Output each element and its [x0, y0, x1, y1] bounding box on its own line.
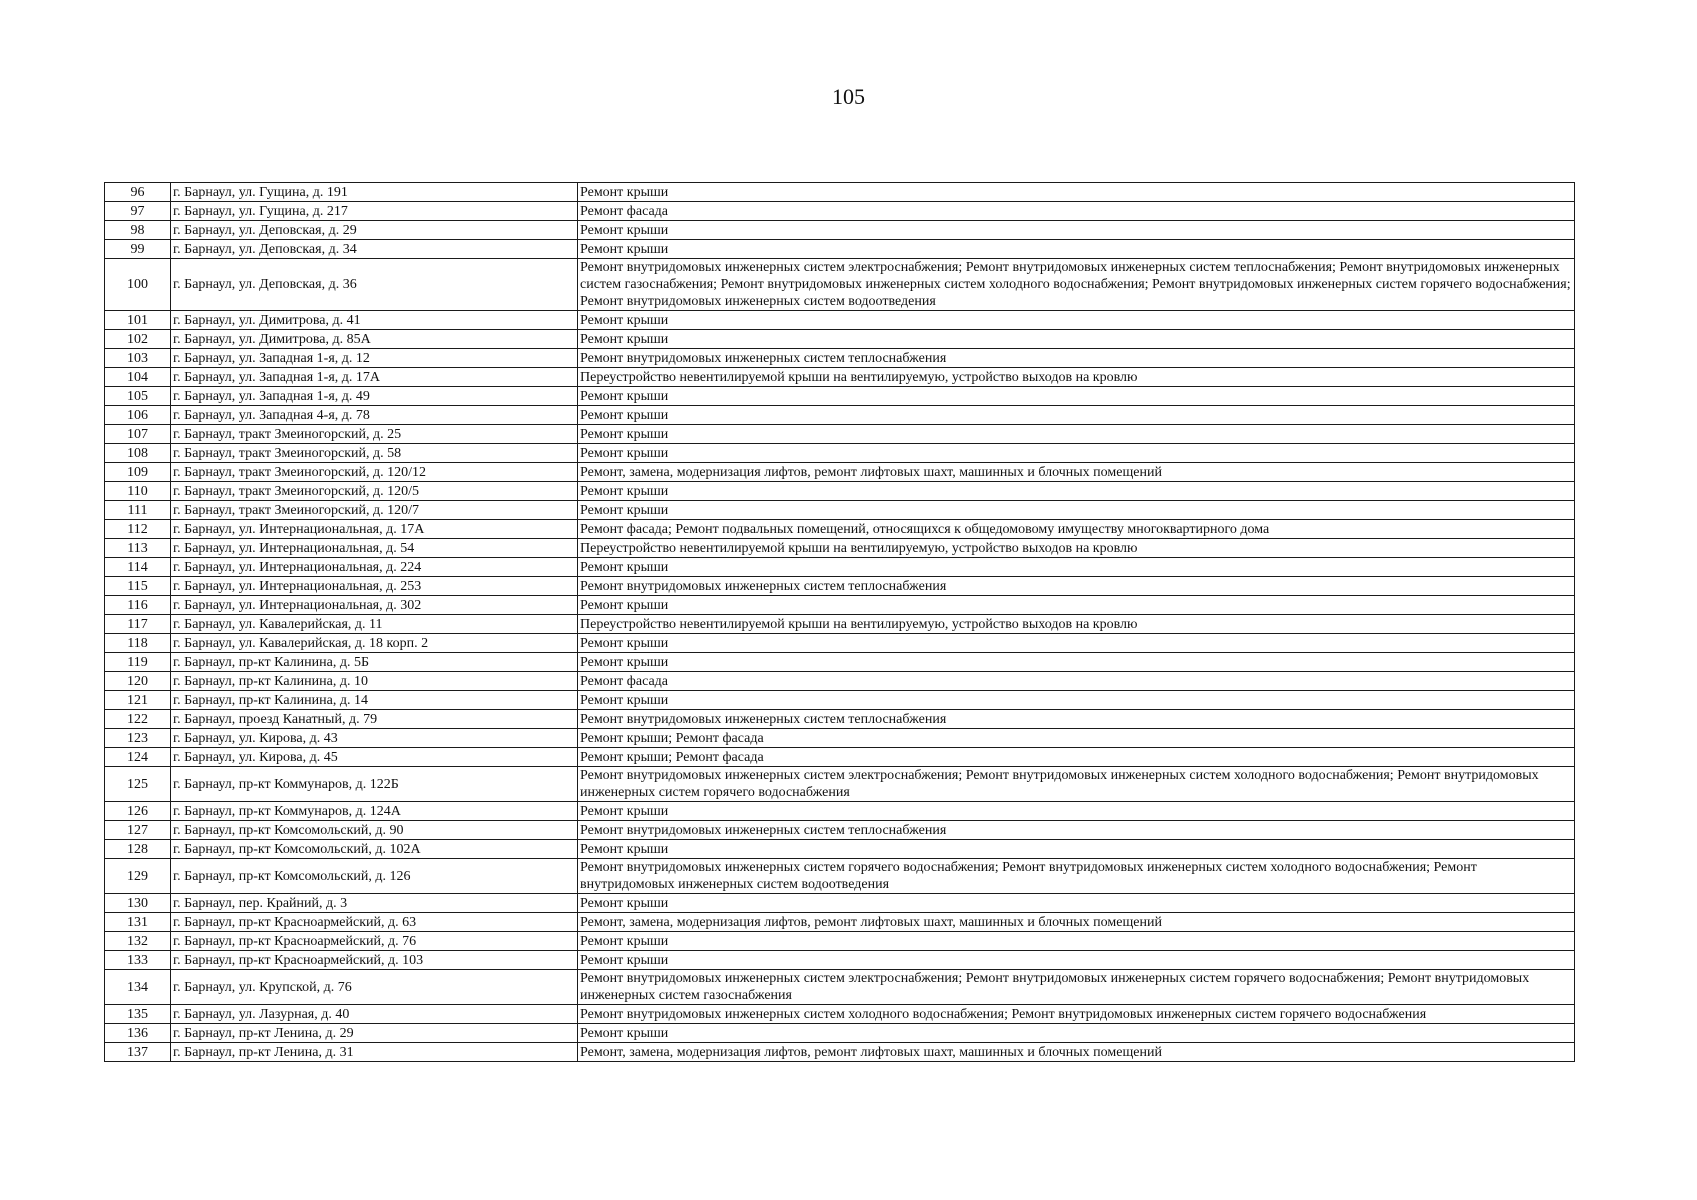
row-number-cell: 101	[105, 311, 171, 330]
work-type-cell: Ремонт крыши	[578, 501, 1575, 520]
row-number-cell: 98	[105, 221, 171, 240]
work-type-cell: Ремонт крыши	[578, 653, 1575, 672]
work-type-cell: Переустройство невентилируемой крыши на вентилируемую, устройство выходов на кровлю	[578, 368, 1575, 387]
address-cell: г. Барнаул, ул. Интернациональная, д. 224	[171, 558, 578, 577]
table-row	[105, 859, 1575, 894]
table-row	[105, 368, 1575, 387]
row-number-cell: 105	[105, 387, 171, 406]
address-cell: г. Барнаул, тракт Змеиногорский, д. 25	[171, 425, 578, 444]
row-number-cell: 128	[105, 840, 171, 859]
address-cell: г. Барнаул, пр-кт Комсомольский, д. 126	[171, 859, 578, 894]
work-type-cell: Ремонт крыши	[578, 558, 1575, 577]
address-cell: г. Барнаул, проезд Канатный, д. 79	[171, 710, 578, 729]
table-row	[105, 894, 1575, 913]
row-number-cell: 102	[105, 330, 171, 349]
row-number-cell: 119	[105, 653, 171, 672]
work-type-cell: Ремонт крыши	[578, 1024, 1575, 1043]
table-row	[105, 691, 1575, 710]
row-number-cell: 107	[105, 425, 171, 444]
table-row	[105, 970, 1575, 1005]
row-number-cell: 120	[105, 672, 171, 691]
address-cell: г. Барнаул, ул. Кирова, д. 43	[171, 729, 578, 748]
work-type-cell: Ремонт внутридомовых инженерных систем электроснабжения; Ремонт внутридомовых инженерных систем теплоснабжения; Ремонт внутридомовых инженерных систем газоснабжения; Ремонт внутридомовых инженерных систем холодного водоснабжения; Ремонт внутридомовых инженерных систем горячего водоснабжения; Ремонт внутридомовых инженерных систем водоотведения	[578, 259, 1575, 311]
work-type-cell: Ремонт крыши	[578, 444, 1575, 463]
row-number-cell: 117	[105, 615, 171, 634]
work-type-cell: Ремонт, замена, модернизация лифтов, ремонт лифтовых шахт, машинных и блочных помещений	[578, 913, 1575, 932]
address-cell: г. Барнаул, пр-кт Комсомольский, д. 90	[171, 821, 578, 840]
row-number-cell: 135	[105, 1005, 171, 1024]
table-row	[105, 501, 1575, 520]
address-cell: г. Барнаул, ул. Интернациональная, д. 17А	[171, 520, 578, 539]
address-cell: г. Барнаул, ул. Гущина, д. 217	[171, 202, 578, 221]
table-row	[105, 444, 1575, 463]
address-cell: г. Барнаул, ул. Кавалерийская, д. 11	[171, 615, 578, 634]
address-cell: г. Барнаул, ул. Лазурная, д. 40	[171, 1005, 578, 1024]
address-cell: г. Барнаул, тракт Змеиногорский, д. 120/7	[171, 501, 578, 520]
address-cell: г. Барнаул, ул. Западная 1-я, д. 17А	[171, 368, 578, 387]
table-row	[105, 425, 1575, 444]
work-type-cell: Ремонт внутридомовых инженерных систем горячего водоснабжения; Ремонт внутридомовых инженерных систем холодного водоснабжения; Ремонт внутридомовых инженерных систем водоотведения	[578, 859, 1575, 894]
table-row	[105, 821, 1575, 840]
table-row	[105, 615, 1575, 634]
address-cell: г. Барнаул, ул. Интернациональная, д. 253	[171, 577, 578, 596]
row-number-cell: 129	[105, 859, 171, 894]
work-type-cell: Ремонт крыши	[578, 406, 1575, 425]
address-cell: г. Барнаул, ул. Деповская, д. 29	[171, 221, 578, 240]
row-number-cell: 113	[105, 539, 171, 558]
table-row	[105, 240, 1575, 259]
table-row	[105, 634, 1575, 653]
address-cell: г. Барнаул, ул. Интернациональная, д. 54	[171, 539, 578, 558]
work-type-cell: Ремонт крыши	[578, 482, 1575, 501]
address-cell: г. Барнаул, ул. Интернациональная, д. 302	[171, 596, 578, 615]
row-number-cell: 100	[105, 259, 171, 311]
work-type-cell: Ремонт крыши	[578, 387, 1575, 406]
row-number-cell: 136	[105, 1024, 171, 1043]
work-type-cell: Ремонт внутридомовых инженерных систем холодного водоснабжения; Ремонт внутридомовых инженерных систем горячего водоснабжения	[578, 1005, 1575, 1024]
work-type-cell: Ремонт крыши	[578, 932, 1575, 951]
address-cell: г. Барнаул, ул. Кирова, д. 45	[171, 748, 578, 767]
address-cell: г. Барнаул, пр-кт Красноармейский, д. 63	[171, 913, 578, 932]
address-cell: г. Барнаул, ул. Димитрова, д. 85А	[171, 330, 578, 349]
table-row	[105, 577, 1575, 596]
row-number-cell: 103	[105, 349, 171, 368]
row-number-cell: 104	[105, 368, 171, 387]
work-type-cell: Ремонт внутридомовых инженерных систем электроснабжения; Ремонт внутридомовых инженерных систем холодного водоснабжения; Ремонт внутридомовых инженерных систем горячего водоснабжения	[578, 767, 1575, 802]
address-cell: г. Барнаул, пр-кт Калинина, д. 14	[171, 691, 578, 710]
table-row	[105, 349, 1575, 368]
work-type-cell: Ремонт внутридомовых инженерных систем электроснабжения; Ремонт внутридомовых инженерных систем горячего водоснабжения; Ремонт внутридомовых инженерных систем газоснабжения	[578, 970, 1575, 1005]
row-number-cell: 108	[105, 444, 171, 463]
table-row	[105, 1024, 1575, 1043]
row-number-cell: 114	[105, 558, 171, 577]
row-number-cell: 121	[105, 691, 171, 710]
address-cell: г. Барнаул, ул. Деповская, д. 36	[171, 259, 578, 311]
address-cell: г. Барнаул, ул. Крупской, д. 76	[171, 970, 578, 1005]
table-row	[105, 913, 1575, 932]
table-row	[105, 183, 1575, 202]
address-cell: г. Барнаул, пр-кт Коммунаров, д. 124А	[171, 802, 578, 821]
page-number: 105	[832, 84, 865, 109]
table-row	[105, 767, 1575, 802]
table-row	[105, 596, 1575, 615]
work-type-cell: Переустройство невентилируемой крыши на вентилируемую, устройство выходов на кровлю	[578, 539, 1575, 558]
address-cell: г. Барнаул, ул. Кавалерийская, д. 18 корп. 2	[171, 634, 578, 653]
work-type-cell: Ремонт крыши	[578, 894, 1575, 913]
work-type-cell: Ремонт внутридомовых инженерных систем теплоснабжения	[578, 349, 1575, 368]
row-number-cell: 111	[105, 501, 171, 520]
work-type-cell: Ремонт крыши	[578, 330, 1575, 349]
table-row	[105, 259, 1575, 311]
address-cell: г. Барнаул, пр-кт Ленина, д. 29	[171, 1024, 578, 1043]
row-number-cell: 131	[105, 913, 171, 932]
address-cell: г. Барнаул, пр-кт Комсомольский, д. 102А	[171, 840, 578, 859]
work-type-cell: Ремонт крыши; Ремонт фасада	[578, 748, 1575, 767]
work-type-cell: Ремонт крыши	[578, 951, 1575, 970]
row-number-cell: 96	[105, 183, 171, 202]
table-row	[105, 311, 1575, 330]
table-row	[105, 482, 1575, 501]
address-cell: г. Барнаул, пр-кт Коммунаров, д. 122Б	[171, 767, 578, 802]
table-row	[105, 463, 1575, 482]
table-row	[105, 330, 1575, 349]
table-row	[105, 840, 1575, 859]
work-type-cell: Ремонт внутридомовых инженерных систем теплоснабжения	[578, 577, 1575, 596]
table-row	[105, 387, 1575, 406]
work-type-cell: Ремонт фасада	[578, 202, 1575, 221]
row-number-cell: 124	[105, 748, 171, 767]
work-type-cell: Ремонт крыши	[578, 240, 1575, 259]
work-type-cell: Ремонт крыши	[578, 425, 1575, 444]
table-row	[105, 951, 1575, 970]
row-number-cell: 97	[105, 202, 171, 221]
table-row	[105, 1043, 1575, 1062]
row-number-cell: 112	[105, 520, 171, 539]
address-cell: г. Барнаул, пр-кт Калинина, д. 5Б	[171, 653, 578, 672]
address-cell: г. Барнаул, пер. Крайний, д. 3	[171, 894, 578, 913]
work-type-cell: Ремонт внутридомовых инженерных систем теплоснабжения	[578, 710, 1575, 729]
row-number-cell: 115	[105, 577, 171, 596]
table-row	[105, 558, 1575, 577]
work-type-cell: Ремонт крыши	[578, 221, 1575, 240]
address-cell: г. Барнаул, тракт Змеиногорский, д. 120/12	[171, 463, 578, 482]
address-cell: г. Барнаул, пр-кт Красноармейский, д. 76	[171, 932, 578, 951]
address-cell: г. Барнаул, ул. Димитрова, д. 41	[171, 311, 578, 330]
row-number-cell: 123	[105, 729, 171, 748]
work-type-cell: Переустройство невентилируемой крыши на вентилируемую, устройство выходов на кровлю	[578, 615, 1575, 634]
row-number-cell: 109	[105, 463, 171, 482]
row-number-cell: 130	[105, 894, 171, 913]
work-type-cell: Ремонт крыши	[578, 802, 1575, 821]
work-type-cell: Ремонт, замена, модернизация лифтов, ремонт лифтовых шахт, машинных и блочных помещений	[578, 1043, 1575, 1062]
work-type-cell: Ремонт фасада	[578, 672, 1575, 691]
row-number-cell: 137	[105, 1043, 171, 1062]
row-number-cell: 134	[105, 970, 171, 1005]
table-row	[105, 221, 1575, 240]
row-number-cell: 127	[105, 821, 171, 840]
table-row	[105, 520, 1575, 539]
work-type-cell: Ремонт крыши	[578, 634, 1575, 653]
row-number-cell: 132	[105, 932, 171, 951]
row-number-cell: 99	[105, 240, 171, 259]
works-table	[104, 182, 1575, 1062]
table-row	[105, 710, 1575, 729]
work-type-cell: Ремонт внутридомовых инженерных систем теплоснабжения	[578, 821, 1575, 840]
table-row	[105, 672, 1575, 691]
table-row	[105, 729, 1575, 748]
work-type-cell: Ремонт крыши	[578, 183, 1575, 202]
address-cell: г. Барнаул, ул. Западная 1-я, д. 49	[171, 387, 578, 406]
row-number-cell: 106	[105, 406, 171, 425]
work-type-cell: Ремонт фасада; Ремонт подвальных помещений, относящихся к общедомовому имуществу многоквартирного дома	[578, 520, 1575, 539]
address-cell: г. Барнаул, ул. Деповская, д. 34	[171, 240, 578, 259]
work-type-cell: Ремонт крыши	[578, 691, 1575, 710]
work-type-cell: Ремонт крыши	[578, 596, 1575, 615]
address-cell: г. Барнаул, пр-кт Красноармейский, д. 103	[171, 951, 578, 970]
address-cell: г. Барнаул, тракт Змеиногорский, д. 120/5	[171, 482, 578, 501]
row-number-cell: 118	[105, 634, 171, 653]
address-cell: г. Барнаул, ул. Западная 4-я, д. 78	[171, 406, 578, 425]
works-table-body	[105, 183, 1575, 1062]
table-row	[105, 748, 1575, 767]
address-cell: г. Барнаул, ул. Гущина, д. 191	[171, 183, 578, 202]
row-number-cell: 126	[105, 802, 171, 821]
address-cell: г. Барнаул, тракт Змеиногорский, д. 58	[171, 444, 578, 463]
row-number-cell: 133	[105, 951, 171, 970]
address-cell: г. Барнаул, ул. Западная 1-я, д. 12	[171, 349, 578, 368]
row-number-cell: 110	[105, 482, 171, 501]
work-type-cell: Ремонт, замена, модернизация лифтов, ремонт лифтовых шахт, машинных и блочных помещений	[578, 463, 1575, 482]
table-row	[105, 802, 1575, 821]
table-row	[105, 1005, 1575, 1024]
table-row	[105, 932, 1575, 951]
table-row	[105, 202, 1575, 221]
work-type-cell: Ремонт крыши	[578, 311, 1575, 330]
address-cell: г. Барнаул, пр-кт Калинина, д. 10	[171, 672, 578, 691]
row-number-cell: 125	[105, 767, 171, 802]
table-row	[105, 406, 1575, 425]
work-type-cell: Ремонт крыши	[578, 840, 1575, 859]
address-cell: г. Барнаул, пр-кт Ленина, д. 31	[171, 1043, 578, 1062]
work-type-cell: Ремонт крыши; Ремонт фасада	[578, 729, 1575, 748]
table-row	[105, 653, 1575, 672]
row-number-cell: 116	[105, 596, 171, 615]
table-row	[105, 539, 1575, 558]
row-number-cell: 122	[105, 710, 171, 729]
